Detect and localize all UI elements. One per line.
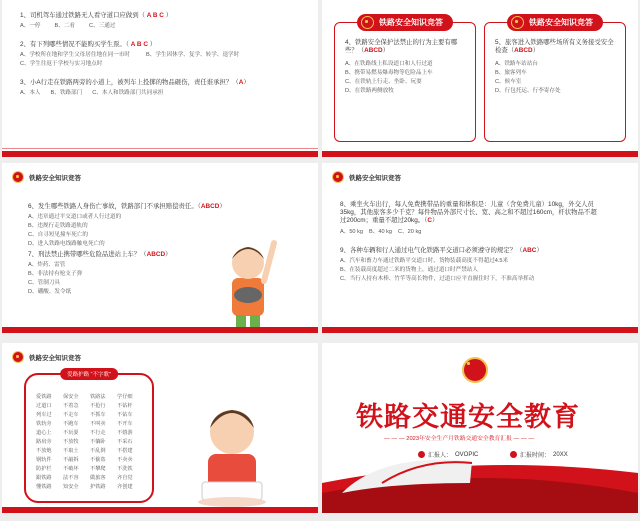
poem-phrase: 齐自觉 [117,475,133,481]
poem-phrase: 不叫卖 [90,421,106,427]
poem-phrase: 铁路法 [90,394,106,400]
poem-phrase: 跟铁路 [36,475,52,481]
poem-phrase: 不钻车 [117,412,133,418]
time-info: 汇报时间： 20XX [510,450,568,459]
question-2: 2、有下列哪些情况不能购买学生票。（ A B C ） [20,41,157,48]
poem-phrase: 路肩旁 [36,439,52,445]
poem-phrase: 不放牧 [63,439,79,445]
poem-phrase: 不跑车 [63,421,79,427]
question-4-options: A、在铁路线上私设道口和人行过道 B、携带易燃易爆毒物等危险品上车 C、在铁轨上行走、坐卧、玩耍 D、在铁路两侧放牧 [345,61,433,94]
question-8: 8、乘坐火车出行，每人免费携带品的重量和体积是：儿童（含免费儿童）10kg，外交人员 35kg，其他旅客多少千克？每件物品外部尺寸长、宽、高之和不超过160cm，杆状物品不超 过200cm；重量不超过20kg。（C） [340,201,597,224]
poem-phrase: 做旅客 [90,475,106,481]
question-3: 3、小A行走在铁路两旁的小道上，被列车上投掷的物品砸伤，责任谁承担？（A） [20,79,250,86]
bottom-red-bar [2,507,318,513]
railway-emblem-icon [462,357,488,383]
poem-phrase: 不敲拆 [63,457,79,463]
question-1-options: A、一停 B、二看 C、三通过 [20,23,116,29]
poem-phrase: 不卖卖 [117,457,133,463]
poem-phrase: 不搭建 [117,448,133,454]
clock-icon [510,451,517,458]
poem-phrase: 不洗铁 [117,466,133,472]
railway-emblem-icon [361,16,374,29]
poem-phrase: 知安全 [63,484,79,490]
question-2-options: A、学校所在地和学生父母居住地在同一市时 B、学生因休学、复学、转学、退学时 [20,52,240,58]
question-5: 5、旅客进入铁路哪些场所有义务接受安全检查（ABCD） [495,39,614,54]
card-title: 铁路安全知识竞答 [507,14,603,31]
poem-phrase: 不走车 [63,412,79,418]
poem-phrase: 不玩耍 [63,430,79,436]
question-5-options: A、铁路车站站台 B、旅客列车 C、候车室 D、行包托运、行李寄存处 [495,61,561,94]
slide-title[interactable] [322,343,638,513]
quiz-card-4 [334,18,476,142]
poem-phrase: 爱铁路 [36,394,52,400]
question-8-options: A、50 kg B、40 kg C、20 kg [340,229,422,235]
poem-phrase: 列车过 [36,412,52,418]
poem-phrase: 懂铁路 [36,484,52,490]
poem-phrase: 钢轨件 [36,457,52,463]
question-1: 1、司机驾车通过铁路无人看守道口应做到（ A B C ） [20,12,173,19]
slide-quiz-1[interactable] [2,0,318,157]
railway-emblem-icon [511,16,524,29]
slide-poem[interactable] [2,343,318,513]
railway-emblem-icon [12,171,24,183]
poem-phrase: 不开车 [117,421,133,427]
poem-phrase: 不破坏 [63,466,79,472]
question-4: 4、铁路安全保护法禁止的行为主要有哪些？（ABCD） [345,39,458,54]
poem-phrase: 不放炮 [36,448,52,454]
poem-phrase: 不乱倒 [90,448,106,454]
poem-phrase: 护铁路 [90,484,106,490]
question-9: 9、各种车辆和行人通过电气化铁路平交道口必须遵守的规定？（ABC） [340,247,543,254]
reporter-info: 汇报人： OVOPIC [418,450,478,459]
slide-header: 铁路安全知识竞答 [332,171,401,183]
question-6: 6、发生哪些铁路人身伤亡事故，铁路部门不承担赔偿责任。（ABCD） [28,203,226,210]
child-with-cat-illustration [212,233,282,328]
divider-line [2,148,318,149]
slide-header: 铁路安全知识竞答 [12,171,81,183]
main-title: 铁路交通安全教育 [356,402,580,433]
card-title: 铁路安全知识竞答 [357,14,453,31]
bottom-red-bar [2,151,318,157]
question-2-option-c: C、学生往返于学校与实习地点时 [20,61,103,67]
subtitle: — — — 2023年安全生产月铁路交通安全教育汇报 — — — [384,436,535,442]
bottom-red-bar [322,151,638,157]
question-6-options: A、违章通过平交道口或者人行过道的 B、违规行走铁路道轨的 C、自寻短见撞车死亡的 D、进入铁路电线路触电死亡的 [28,214,122,247]
child-reading-illustration [192,398,272,508]
question-7-options: A、炸药、雷管 B、非法持有枪支子弹 C、管制刀具 D、硼酸、发令纸 [28,262,83,295]
poem-phrase: 不采石 [117,439,133,445]
user-icon [418,451,425,458]
poem-title: 爱路护路 “不字歌” [60,368,118,380]
poem-phrase: 不攀爬 [90,466,106,472]
poem-phrase: 不行走 [90,430,106,436]
poem-phrase: 学仔细 [117,394,133,400]
poem-phrase: 不取土 [63,448,79,454]
slide-header: 铁路安全知识竞答 [12,351,81,363]
poem-phrase: 不抢行 [90,403,106,409]
poem-box [24,373,154,503]
poem-phrase: 不着急 [63,403,79,409]
question-3-options: A、本人 B、铁路部门 C、本人和铁路部门共同承担 [20,90,164,96]
bottom-red-bar [2,327,318,333]
railway-emblem-icon [332,171,344,183]
poem-phrase: 不抓车 [90,412,106,418]
question-9-options: A、汽车和畜力车通过铁路平交道口时，货物装载高度不得超过4.5米 B、在装载高度超过二米的货物上，通过道口时严禁站人 C、当行人持有木棒、竹竿等高长物件，过道口应平直握住时下，不准高举挥动 [340,258,535,282]
poem-phrase: 过道口 [36,403,52,409]
poem-phrase: 保安全 [63,394,79,400]
slide-quiz-4[interactable] [322,163,638,333]
poem-phrase: 不躺卧 [90,439,106,445]
slide-quiz-3[interactable] [2,163,318,333]
poem-phrase: 不嬉游 [117,430,133,436]
poem-phrase: 道心上 [36,430,52,436]
poem-phrase: 齐创建 [117,484,133,490]
question-7: 7、刑法禁止携带哪些危险品进站上车？（ABCD） [28,251,172,258]
poem-phrase: 防护栏 [36,466,52,472]
poem-phrase: 铁轨旁 [36,421,52,427]
slide-quiz-2[interactable] [322,0,638,157]
poem-phrase: 法不容 [63,475,79,481]
poem-grid [36,393,144,491]
poem-phrase: 不钻杆 [117,403,133,409]
railway-emblem-icon [12,351,24,363]
bottom-red-bar [322,327,638,333]
poem-phrase: 不偷盗 [90,457,106,463]
quiz-card-5 [484,18,626,142]
